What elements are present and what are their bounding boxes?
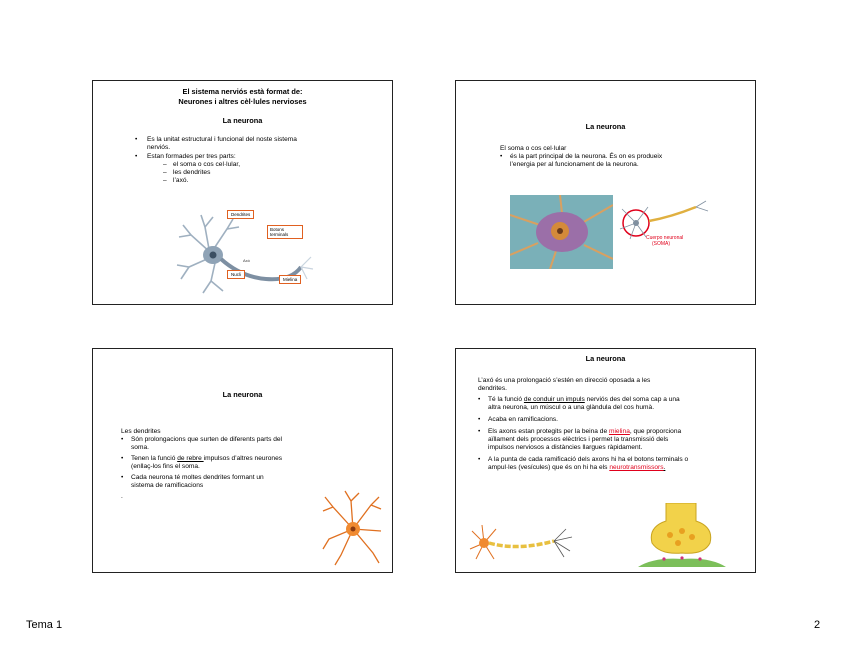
slide4-intro-cont: dendrites.	[478, 385, 507, 392]
bullet-dot: •	[478, 428, 481, 435]
label-mielina: Mielina	[279, 275, 301, 284]
slide2-title: La neurona	[585, 122, 626, 131]
slide3-bullet3-cont: sistema de ramificacions	[131, 482, 204, 489]
label-nucli: Nucli	[227, 270, 245, 279]
bullet-dot: •	[121, 455, 124, 462]
slide4-bullet1: Té la funció de conduir un impuls nerviós des del soma cap a una	[488, 396, 680, 403]
slide1-sub2: les dendrites	[173, 169, 211, 176]
slide-3	[92, 348, 393, 573]
slide4-intro: L’axó és una prolongació s’estén en direcció oposada a les	[478, 377, 651, 384]
slide-2	[455, 80, 756, 305]
slide2-bullet1: és la part principal de la neurona. És on es produeix	[510, 153, 663, 160]
dendrites-illustration	[321, 489, 385, 567]
axon-illustration	[468, 515, 578, 565]
footer-topic: Tema 1	[26, 619, 63, 631]
slide1-bullet1-cont: nerviós.	[147, 144, 171, 151]
slide2-intro: El soma o cos cel·lular	[500, 145, 567, 152]
bullet-dot: •	[478, 456, 481, 463]
slide4-bullet3: Els axons estan protegits per la beina de mielina, que proporciona	[488, 428, 682, 435]
slide1-bullet2: Estan formades per tres parts:	[147, 153, 236, 160]
slide3-bullet3: Cada neurona té moltes dendrites formant un	[131, 474, 264, 481]
slide4-bullet3-cont2: impulsos nerviosos a distàncies llargues ràpidament.	[488, 444, 643, 451]
slide1-sub3: l’axó.	[173, 177, 189, 184]
slide-4	[455, 348, 756, 573]
bullet-dot: •	[478, 416, 481, 423]
slide1-title-line1: El sistema nerviós està format de:	[182, 87, 303, 96]
label-botons: Botons terminals	[267, 225, 303, 239]
slide4-bullet4-cont: ampul·les (vesícules) que és on hi ha els neurotransmissors.	[488, 464, 666, 471]
soma-illustration	[510, 195, 613, 269]
bullet-dot: •	[121, 474, 124, 481]
slide4-bullet2: Acaba en ramificacions.	[488, 416, 559, 423]
label-axo: Axó	[243, 258, 250, 263]
neuron-diagram	[171, 207, 316, 299]
slide3-title: La neurona	[222, 390, 263, 399]
bullet-dot: •	[500, 153, 503, 160]
slide4-bullet1-cont: altra neurona, un múscul o a una glàndula del cos humà.	[488, 404, 655, 411]
bullet-dot: •	[121, 436, 124, 443]
slide3-bullet2: Tenen la funció de rebre impulsos d’altres neurones	[131, 455, 283, 462]
bullet-dot: •	[478, 396, 481, 403]
slide-1	[92, 80, 393, 305]
slide1-bullet1: Es la unitat estructural i funcional del noste sistema	[147, 136, 297, 143]
slide2-bullet1-cont: l’energia per al funcionament de la neurona.	[510, 161, 639, 168]
slide1-title-line2: Neurones i altres cèl·lules nervioses	[178, 97, 307, 106]
soma-label-1: Cuerpo neuronal	[646, 235, 684, 241]
slide3-bullet1-cont: soma.	[131, 444, 149, 451]
synapse-illustration	[634, 503, 729, 567]
slide3-intro: Les dendrites	[121, 428, 161, 435]
dash: –	[163, 177, 167, 184]
slide4-bullet3-cont: aïllament dels processos elèctrics i permet la transmissió dels	[488, 436, 669, 443]
soma-label-2: (SOMA)	[652, 241, 671, 247]
slide4-title: La neurona	[585, 354, 626, 363]
slide3-bullet2-cont: (enllaç-los fins el soma.	[131, 463, 200, 470]
slide3-bullet1: Són prolongacions que surten de diferents parts del	[131, 436, 283, 443]
bullet-dot: •	[135, 153, 138, 160]
slide1-sub1: el soma o cos cel·lular,	[173, 161, 241, 168]
page-number: 2	[814, 619, 821, 631]
dash: –	[163, 169, 167, 176]
label-dendrites: Dendrites	[227, 210, 254, 219]
dash: –	[163, 161, 167, 168]
slide4-bullet4: A la punta de cada ramificació dels axons hi ha el botons terminals o	[488, 456, 689, 463]
bullet-dot: •	[135, 136, 138, 143]
slide1-subtitle: La neurona	[222, 116, 263, 125]
slide3-dot: .	[121, 493, 123, 500]
